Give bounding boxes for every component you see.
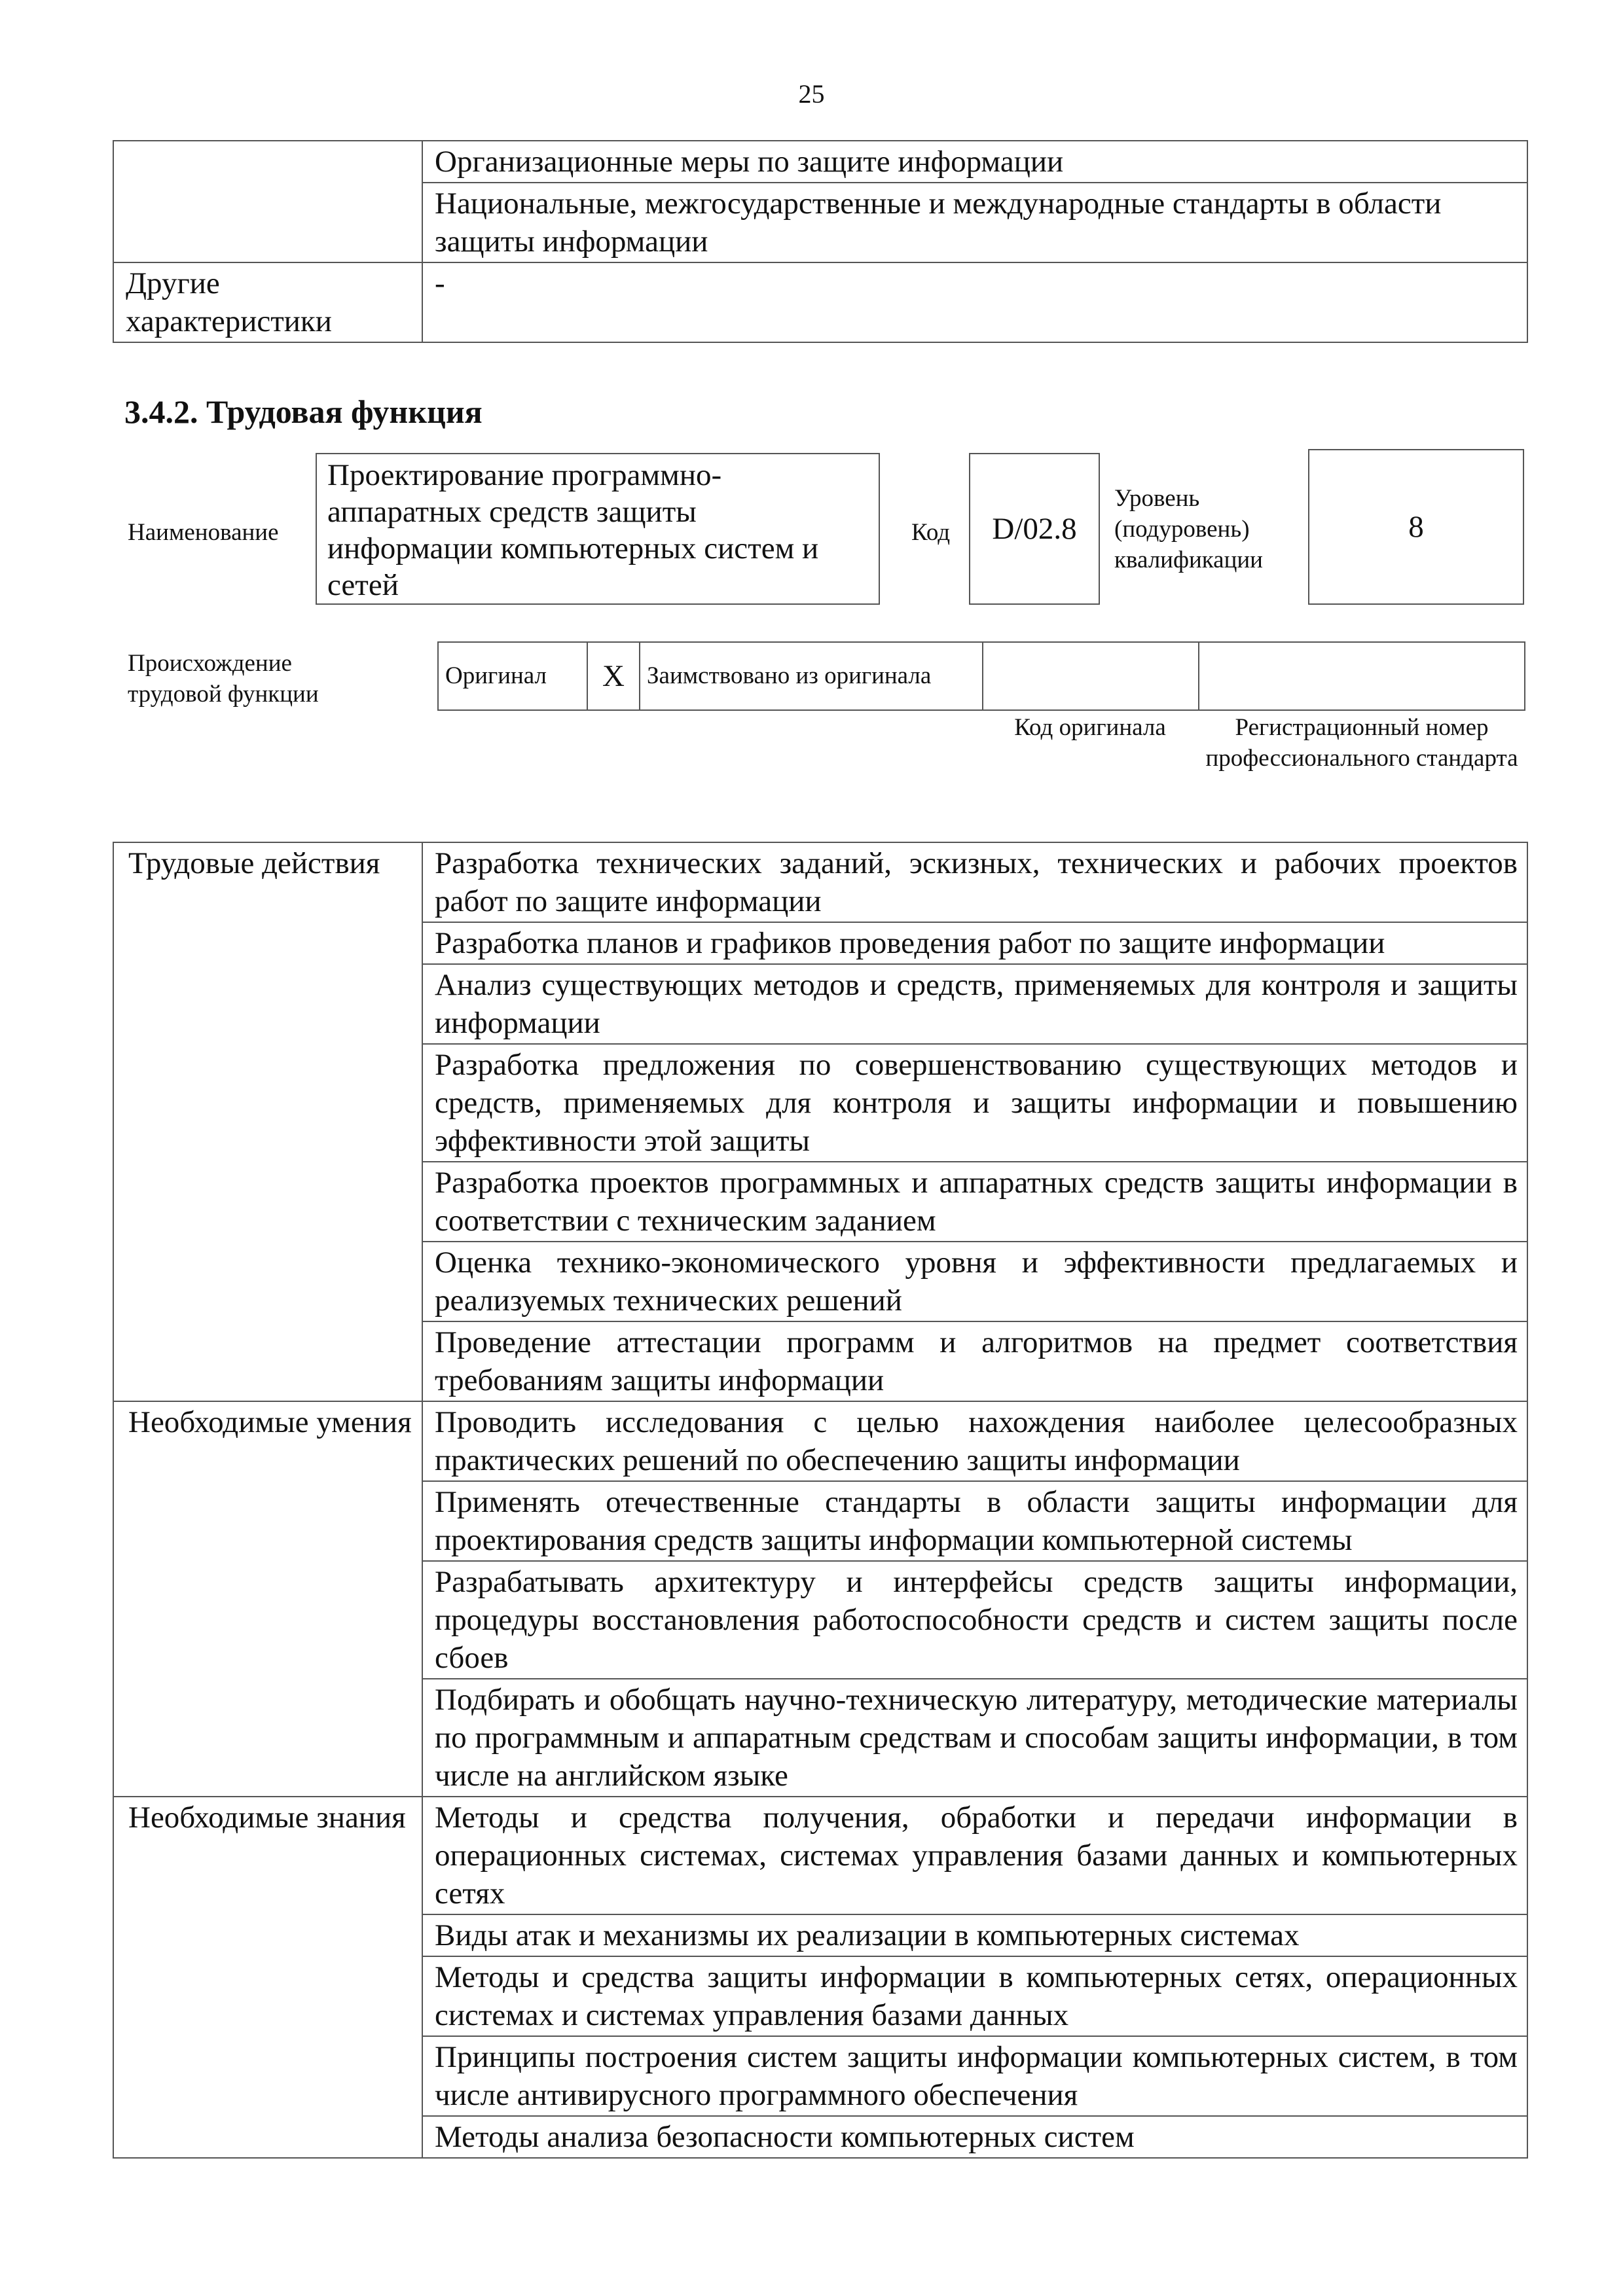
section-item: Виды атак и механизмы их реализации в компьютерных системах [422,1914,1527,1956]
section-item: Методы анализа безопасности компьютерных систем [422,2116,1527,2158]
other-characteristics-label: Другие характеристики [113,262,422,342]
section-category-label: Необходимые умения [113,1401,422,1797]
empty-category-cell [113,141,422,262]
origin-table [437,641,1525,711]
registration-number-cell [1199,642,1525,710]
original-label: Оригинал [438,642,587,710]
original-mark: X [587,642,640,710]
section-item: Разработка технических заданий, эскизных, технических и рабочих проектов работ по защите информации [422,842,1527,922]
registration-number-label: Регистрационный номер профессионального стандарта [1205,714,1518,772]
level-label: Уровень (подуровень) квалификации [1114,485,1263,573]
page-number: 25 [798,79,825,109]
table-row [113,1797,1527,1914]
table-cell: Национальные, межгосударственные и международные стандарты в области защиты информации [422,183,1527,262]
section-category-label: Трудовые действия [113,842,422,1401]
section-title: 3.4.2. Трудовая функция [124,393,483,430]
section-category-label: Необходимые знания [113,1797,422,2158]
section-item: Подбирать и обобщать научно-техническую литературу, методические материалы по программным и аппаратным средствам и способам защиты информации, в том числе на английском языке [422,1679,1527,1797]
origin-label: Происхождение трудовой функции [128,650,319,708]
table-cell: Организационные меры по защите информации [422,141,1527,183]
section-item: Принципы построения систем защиты информации компьютерных систем, в том числе антивирусного программного обеспечения [422,2036,1527,2116]
section-item: Анализ существующих методов и средств, применяемых для контроля и защиты информации [422,964,1527,1044]
table-row [113,842,1527,922]
section-item: Методы и средства получения, обработки и передачи информации в операционных системах, системах управления базами данных и компьютерных сетях [422,1797,1527,1914]
section-item: Разрабатывать архитектуру и интерфейсы средств защиты информации, процедуры восстановления работоспособности средств и систем защиты после сбоев [422,1561,1527,1679]
section-item: Применять отечественные стандарты в области защиты информации для проектирования средств защиты информации компьютерной системы [422,1481,1527,1561]
table-row [113,141,1527,183]
function-code-box: D/02.8 [969,453,1100,605]
original-code-cell [983,642,1199,710]
section-item: Разработка планов и графиков проведения работ по защите информации [422,922,1527,964]
table-row [113,262,1527,342]
code-label: Код [911,519,951,546]
section-item: Разработка предложения по совершенствованию существующих методов и средств, применяемых для контроля и защиты информации и повышению эффективности этой защиты [422,1044,1527,1162]
original-code-label: Код оригинала [1014,714,1166,741]
function-name-box: Проектирование программно-аппаратных средств защиты информации компьютерных систем и сетей [316,453,880,605]
qualification-level-box: 8 [1308,449,1524,605]
section-item: Проведение аттестации программ и алгоритмов на предмет соответствия требованиям защиты информации [422,1321,1527,1401]
other-characteristics-value: - [422,262,1527,342]
previous-section-table [113,140,1528,343]
section-item: Разработка проектов программных и аппаратных средств защиты информации в соответствии с техническим заданием [422,1162,1527,1242]
table-row [438,642,1525,710]
section-item: Методы и средства защиты информации в компьютерных сетях, операционных системах и системах управления базами данных [422,1956,1527,2036]
section-item: Оценка технико-экономического уровня и эффективности предлагаемых и реализуемых технических решений [422,1242,1527,1321]
name-label: Наименование [128,519,279,546]
function-details-table [113,842,1528,2159]
section-item: Проводить исследования с целью нахождения наиболее целесообразных практических решений по обеспечению защиты информации [422,1401,1527,1481]
borrowed-label: Заимствовано из оригинала [640,642,983,710]
table-row [113,1401,1527,1481]
